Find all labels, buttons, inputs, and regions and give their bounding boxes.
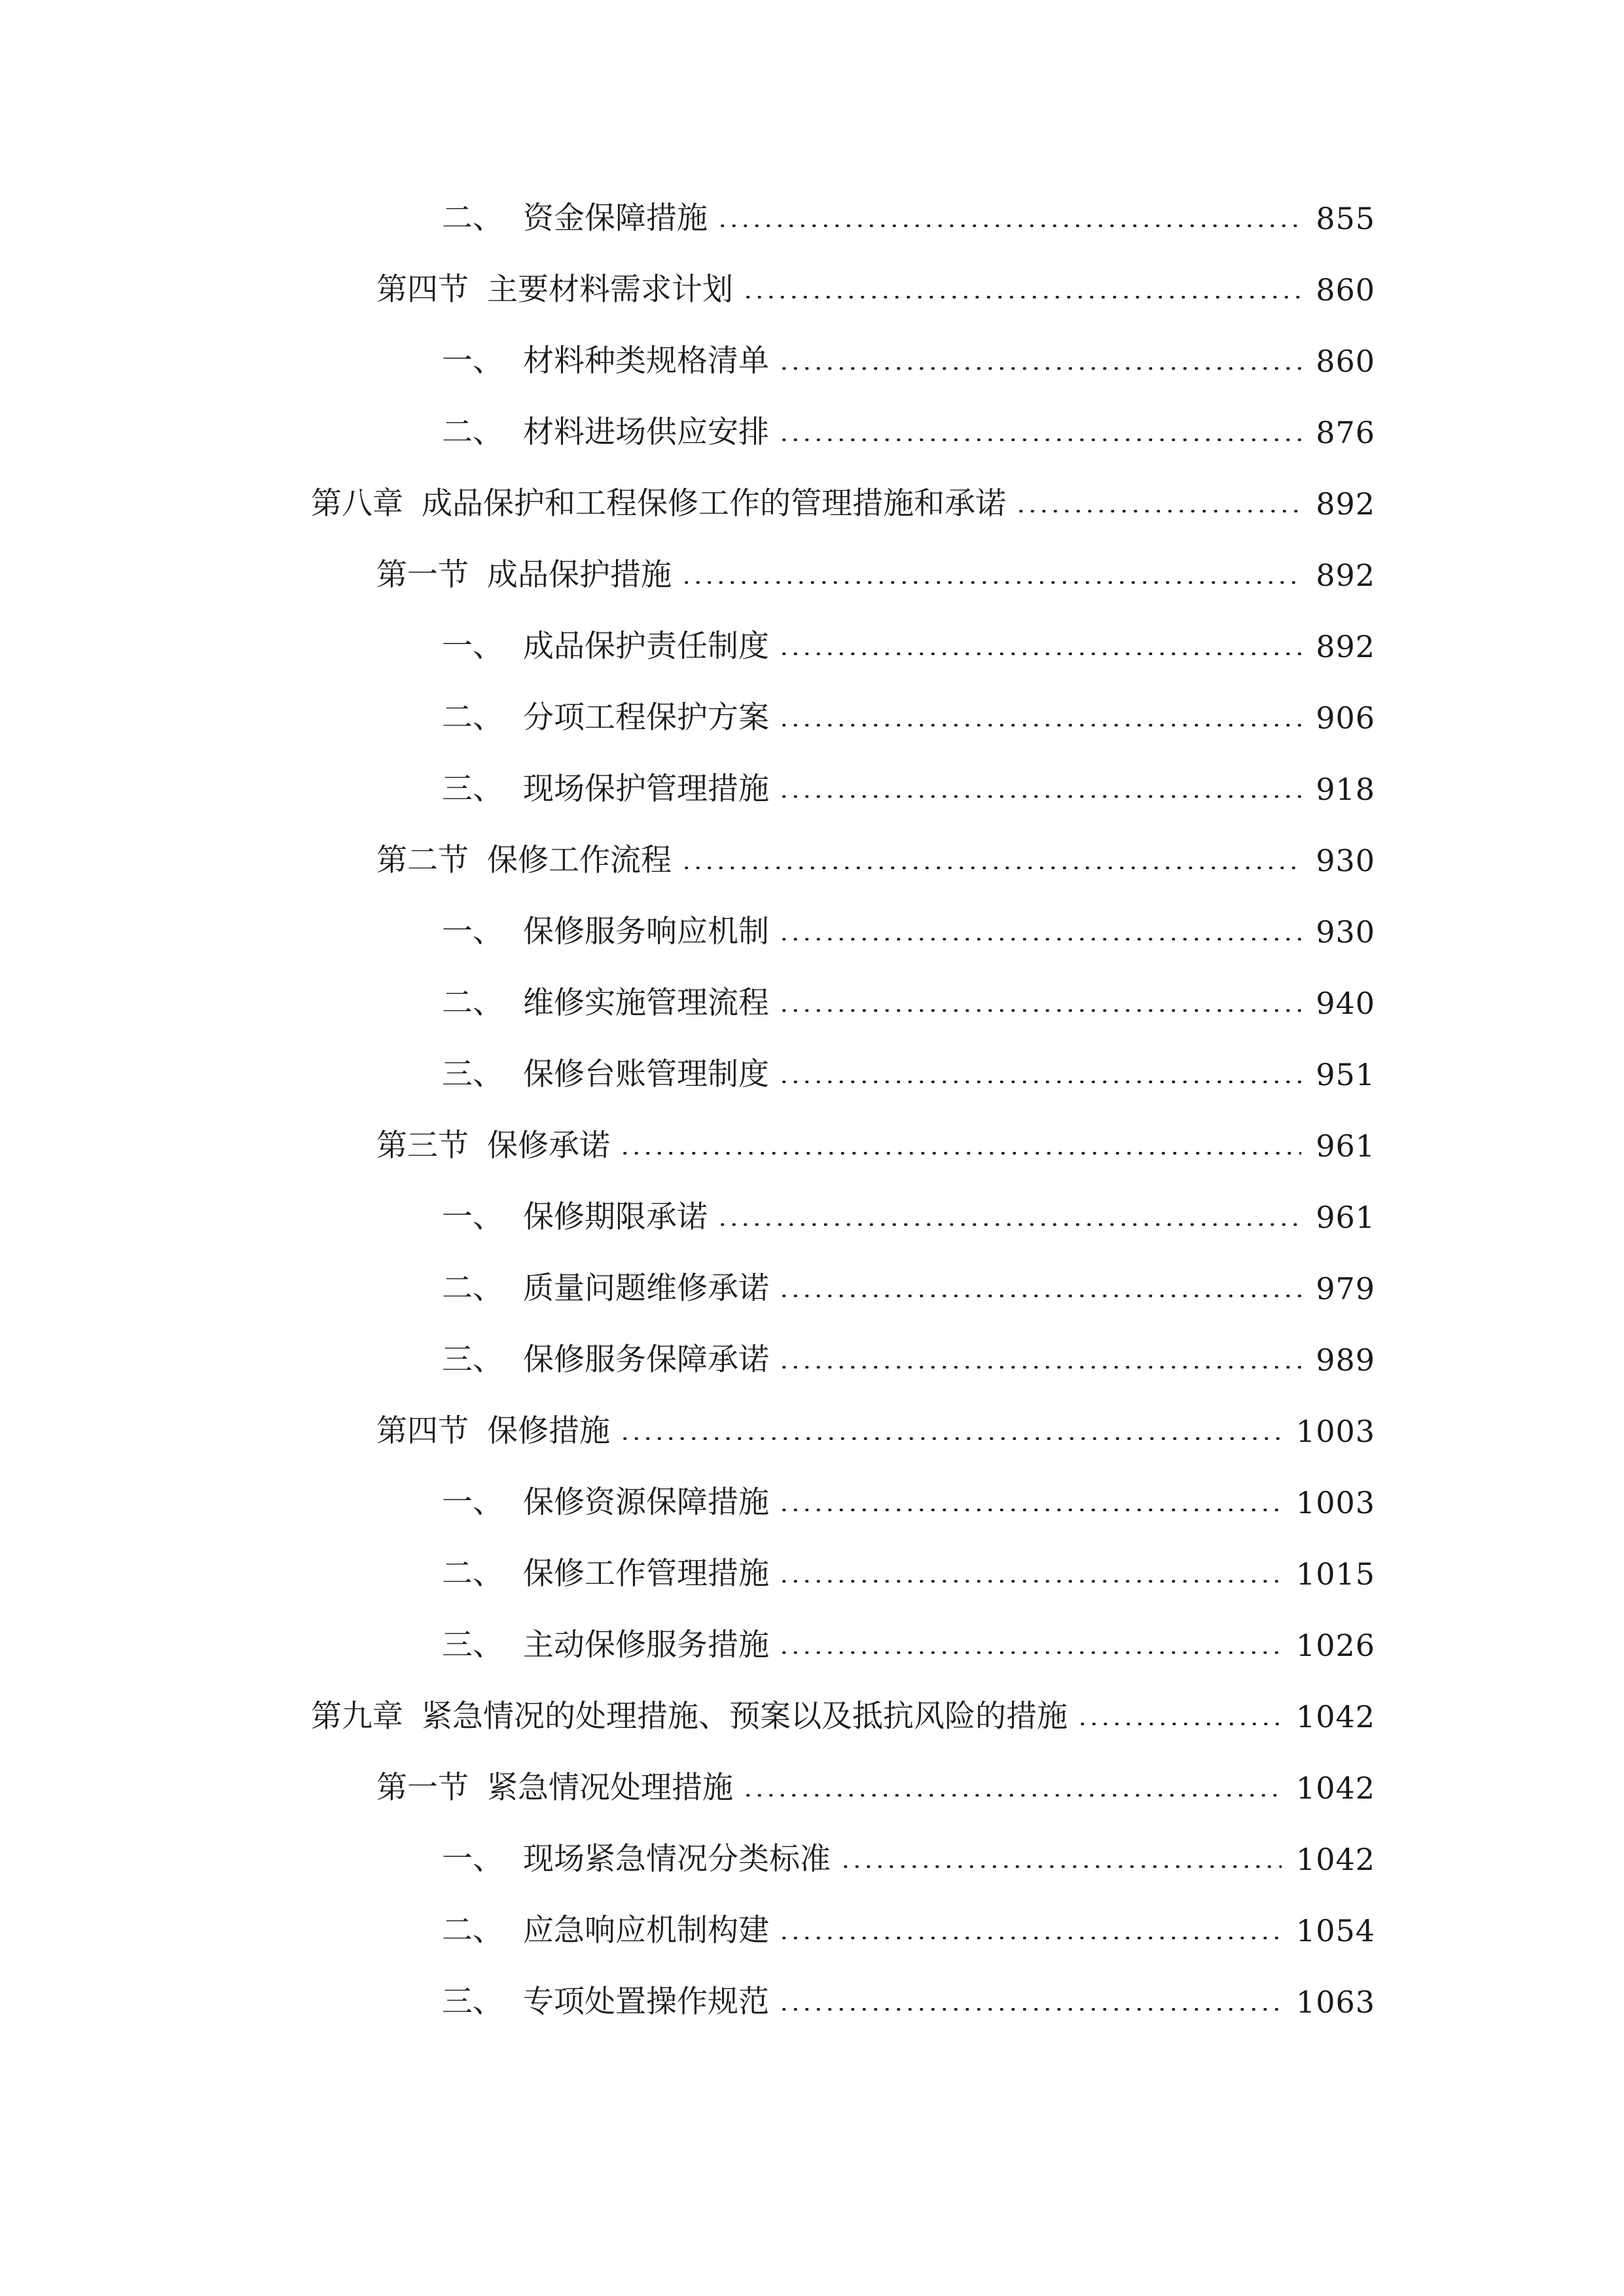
toc-entry-page: 1026 [1295,1628,1375,1663]
toc-entry[interactable] [442,332,1375,391]
toc-entry-title: 紧急情况的处理措施、预案以及抵抗风险的措施 [422,1698,1068,1734]
toc-entry-title: 维修实施管理流程 [523,985,769,1021]
toc-entry-prefix: 第二节 [376,842,469,878]
toc-entry-title: 材料种类规格清单 [523,343,769,379]
dot-leader [681,581,1301,584]
toc-entry[interactable] [442,617,1375,676]
toc-entry-title: 紧急情况处理措施 [487,1770,733,1806]
toc-entry-number: 二、 [442,200,503,236]
toc-entry[interactable] [376,260,1375,319]
toc-entry-number: 二、 [442,1912,503,1948]
toc-entry-number: 二、 [442,414,503,450]
toc-entry-page: 1042 [1295,1699,1375,1734]
toc-entry-number: 一、 [442,628,503,664]
dot-leader [778,653,1301,655]
toc-entry-title: 保修承诺 [487,1128,610,1164]
toc-entry-number: 二、 [442,700,503,736]
toc-entry-page: 961 [1316,1128,1375,1164]
toc-entry-number: 二、 [442,985,503,1021]
toc-entry-title: 专项处置操作规范 [523,1984,769,2020]
dot-leader [778,795,1301,798]
toc-entry[interactable] [442,1901,1375,1960]
toc-entry-page: 930 [1316,914,1375,950]
toc-entry-number: 三、 [442,771,503,807]
toc-entry-page: 892 [1316,629,1375,664]
toc-entry-title: 保修工作管理措施 [523,1556,769,1592]
toc-entry[interactable] [311,475,1375,533]
toc-entry-page: 1003 [1295,1485,1375,1520]
dot-leader [778,1651,1282,1654]
toc-entry-title: 分项工程保护方案 [523,700,769,736]
toc-entry-page: 1054 [1295,1913,1375,1948]
dot-leader [717,224,1301,227]
dot-leader [778,1366,1301,1369]
toc-entry-page: 906 [1316,700,1375,736]
toc-entry-title: 保修台账管理制度 [523,1056,769,1092]
dot-leader [742,1794,1282,1797]
toc-entry[interactable] [442,1545,1375,1604]
dot-leader [778,1509,1282,1511]
toc-entry-title: 保修期限承诺 [523,1199,708,1235]
toc-entry-number: 一、 [442,1199,503,1235]
toc-entry-page: 1042 [1295,1770,1375,1806]
toc-entry-title: 主要材料需求计划 [487,272,733,308]
dot-leader [778,1937,1282,1939]
dot-leader [681,867,1301,869]
toc-entry-number: 三、 [442,1056,503,1092]
toc-entry-page: 860 [1316,272,1375,308]
toc-entry-page: 876 [1316,415,1375,450]
toc-entry[interactable] [442,974,1375,1033]
toc-entry[interactable] [376,1402,1375,1461]
dot-leader [840,1865,1282,1868]
toc-entry-number: 三、 [442,1627,503,1663]
toc-entry[interactable] [442,1259,1375,1318]
toc-entry[interactable] [442,1973,1375,2032]
toc-entry-page: 1015 [1295,1556,1375,1592]
toc-entry-title: 质量问题维修承诺 [523,1270,769,1306]
toc-entry-title: 保修资源保障措施 [523,1484,769,1520]
toc-entry-number: 一、 [442,1841,503,1877]
toc-entry-page: 940 [1316,986,1375,1021]
toc-entry-page: 1063 [1295,1984,1375,2020]
toc-entry[interactable] [442,1830,1375,1889]
toc-entry-page: 1042 [1295,1842,1375,1877]
toc-entry-number: 二、 [442,1556,503,1592]
dot-leader [778,1295,1301,1297]
toc-entry-page: 918 [1316,772,1375,807]
toc-entry-page: 860 [1316,344,1375,379]
toc-entry-title: 材料进场供应安排 [523,414,769,450]
toc-entry[interactable] [442,760,1375,819]
toc-entry-prefix: 第四节 [376,1413,469,1449]
toc-entry[interactable] [442,1045,1375,1104]
toc-entry-page: 1003 [1295,1414,1375,1449]
toc-entry-page: 855 [1316,201,1375,236]
dot-leader [1015,510,1301,512]
toc-entry[interactable] [311,1687,1375,1746]
toc-entry-number: 三、 [442,1342,503,1378]
toc-entry-prefix: 第四节 [376,272,469,308]
toc-entry-title: 应急响应机制构建 [523,1912,769,1948]
toc-entry-title: 现场保护管理措施 [523,771,769,807]
toc-entry-title: 资金保障措施 [523,200,708,236]
dot-leader [619,1152,1301,1155]
toc-entry[interactable] [442,1473,1375,1532]
toc-entry-page: 979 [1316,1271,1375,1306]
toc-entry[interactable] [442,903,1375,961]
toc-entry-title: 保修服务响应机制 [523,914,769,950]
dot-leader [619,1437,1282,1440]
dot-leader [778,439,1301,441]
dot-leader [778,2008,1282,2011]
toc-entry-title: 保修服务保障承诺 [523,1342,769,1378]
toc-entry-title: 成品保护和工程保修工作的管理措施和承诺 [422,486,1006,522]
toc-entry-title: 现场紧急情况分类标准 [523,1841,831,1877]
dot-leader [717,1223,1301,1226]
toc-entry-prefix: 第八章 [311,486,403,522]
toc-entry-title: 主动保修服务措施 [523,1627,769,1663]
toc-entry[interactable] [376,546,1375,605]
toc-entry[interactable] [442,1188,1375,1247]
toc-entry-title: 成品保护责任制度 [523,628,769,664]
toc-entry[interactable] [376,1117,1375,1175]
toc-entry-number: 一、 [442,1484,503,1520]
dot-leader [778,724,1301,726]
toc-entry-page: 951 [1316,1057,1375,1092]
toc-entry[interactable] [376,831,1375,890]
toc-entry[interactable] [442,189,1375,248]
toc-entry[interactable] [442,1331,1375,1390]
toc-entry[interactable] [442,689,1375,747]
toc-entry-page: 892 [1316,558,1375,593]
dot-leader [778,1081,1301,1083]
toc-entry-page: 892 [1316,486,1375,522]
toc-entry-number: 二、 [442,1270,503,1306]
dot-leader [778,1009,1301,1012]
toc-entry-prefix: 第九章 [311,1698,403,1734]
toc-entry[interactable] [376,1759,1375,1818]
dot-leader [742,296,1301,298]
toc-entry-title: 保修工作流程 [487,842,672,878]
toc-entry[interactable] [442,1616,1375,1675]
toc-entry-prefix: 第一节 [376,1770,469,1806]
toc-entry-number: 一、 [442,343,503,379]
toc-entry[interactable] [442,403,1375,462]
toc-entry-title: 保修措施 [487,1413,610,1449]
dot-leader [778,367,1301,370]
toc-entry-number: 一、 [442,914,503,950]
toc-entry-prefix: 第一节 [376,557,469,593]
toc-entry-title: 成品保护措施 [487,557,672,593]
toc-entry-page: 930 [1316,843,1375,878]
toc-entry-page: 989 [1316,1342,1375,1378]
dot-leader [1077,1723,1282,1725]
dot-leader [778,1580,1282,1583]
toc-entry-prefix: 第三节 [376,1128,469,1164]
dot-leader [778,938,1301,941]
toc-entry-page: 961 [1316,1200,1375,1235]
toc-entry-number: 三、 [442,1984,503,2020]
